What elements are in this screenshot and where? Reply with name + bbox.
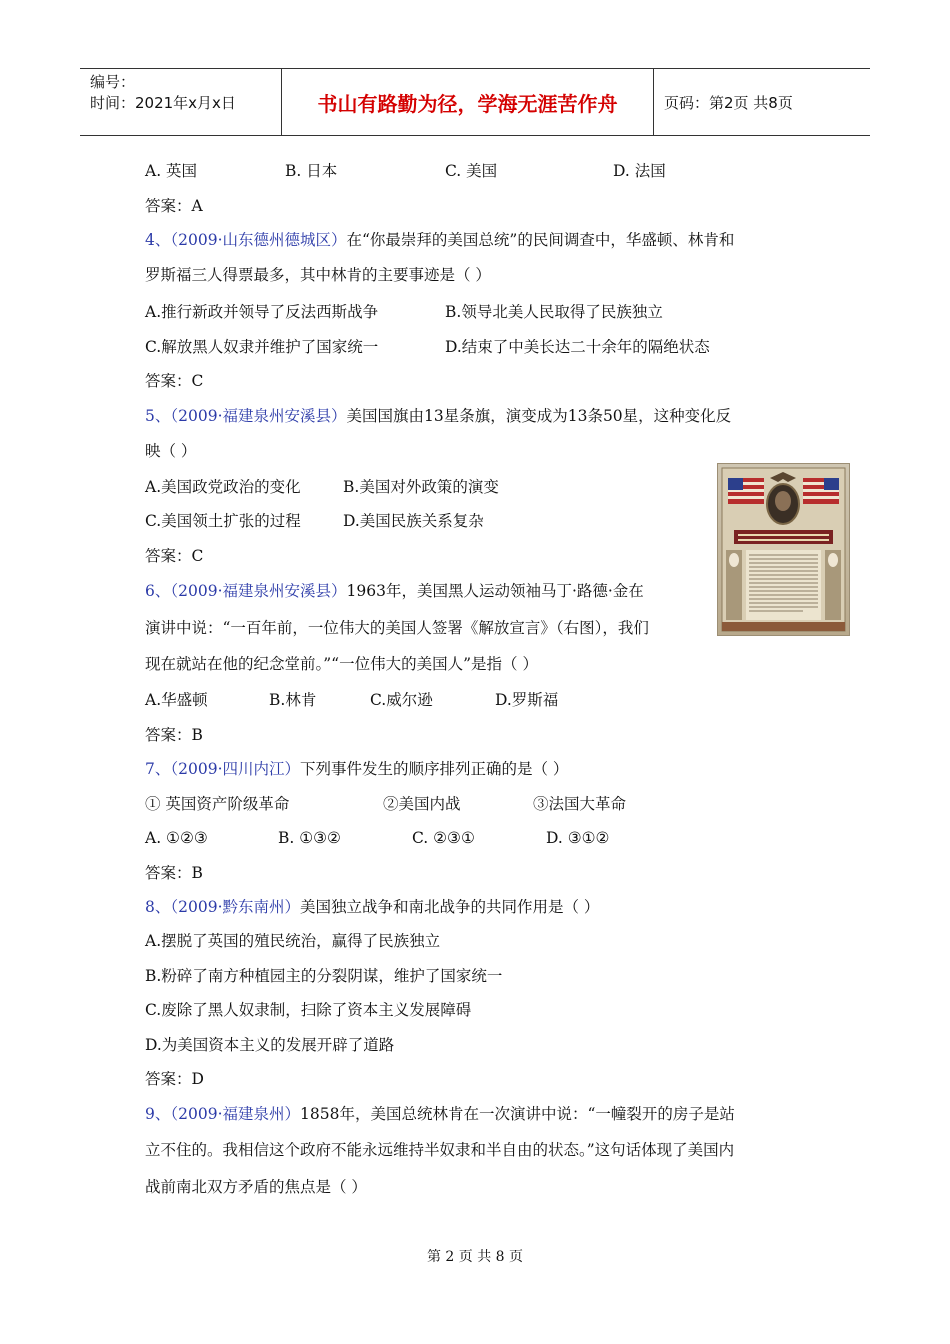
q5-number: 5、 [145,407,171,425]
q9-stem-line3: 战前南北双方矛盾的焦点是（ ） [145,1178,367,1196]
option-d: D.结束了中美长达二十余年的隔绝状态 [445,338,710,356]
q5-stem-line2: 映（ ） [145,442,197,460]
option-d: D. 法国 [613,162,666,180]
option-b: B. 日本 [285,162,338,180]
q9-stem-line2: 立不住的。我相信这个政府不能永远维持半奴隶和半自由的状态。”这句话体现了美国内 [145,1141,735,1159]
q8-option-a: A.摆脱了英国的殖民统治，赢得了民族独立 [145,932,441,950]
number-label: 编号： [90,73,136,91]
option-d: D. ③①② [546,829,610,847]
option-c: C.威尔逊 [370,691,433,709]
q8-number: 8、 [145,898,171,916]
q5-source: （2009·福建泉州安溪县） [170,407,347,425]
option-a: A.华盛顿 [145,691,208,709]
q8-text: 美国独立战争和南北战争的共同作用是（ ） [300,898,600,916]
q4-text: 在“你最崇拜的美国总统”的民间调查中，华盛顿、林肯和 [346,231,735,249]
q4-stem-line2: 罗斯福三人得票最多，其中林肯的主要事迹是（ ） [145,266,491,284]
option-a: A.推行新政并领导了反法西斯战争 [145,303,379,321]
event-3: ③法国大革命 [533,795,627,813]
q8-answer: 答案：D [145,1070,204,1088]
q8-option-d: D.为美国资本主义的发展开辟了道路 [145,1036,395,1054]
q8-option-c: C.废除了黑人奴隶制，扫除了资本主义发展障碍 [145,1001,472,1019]
q6-stem-line2: 演讲中说：“一百年前，一位伟大的美国人签署《解放宣言》（右图），我们 [145,619,649,637]
q7-number: 7、 [145,760,171,778]
option-d: D.罗斯福 [495,691,559,709]
q6-stem-line3: 现在就站在他的纪念堂前。”“一位伟大的美国人”是指（ ） [145,655,538,673]
q5-text: 美国国旗由13星条旗，演变成为13条50星，这种变化反 [346,407,732,425]
q7-source: （2009·四川内江） [170,760,300,778]
event-2: ②美国内战 [383,795,461,813]
option-c: C.解放黑人奴隶并维护了国家统一 [145,338,379,356]
q9-stem-line1 [145,1104,735,1124]
page-footer: 第 2 页 共 8 页 [426,1249,524,1265]
option-c: C. ②③① [412,829,475,847]
option-c: C.美国领土扩张的过程 [145,512,301,530]
header-motto: 书山有路勤为径，学海无涯苦作舟 [282,69,654,135]
option-a: A. 英国 [145,162,198,180]
q3-answer: 答案：A [145,197,203,215]
option-c: C. 美国 [445,162,498,180]
q7-events [145,794,626,814]
q5-options-row2 [145,511,484,531]
event-1: ① 英国资产阶级革命 [145,795,290,813]
q4-options-row1 [145,302,663,322]
q4-stem-line1 [145,230,734,250]
q9-number: 9、 [145,1105,171,1123]
time-label: 时间：2021年x月x日 [90,94,236,112]
option-d: D.美国民族关系复杂 [343,512,484,530]
q7-stem-line1 [145,759,568,779]
q6-source: （2009·福建泉州安溪县） [170,582,347,600]
q5-answer: 答案：C [145,547,204,565]
q6-number: 6、 [145,582,171,600]
option-b: B.领导北美人民取得了民族独立 [445,303,663,321]
q6-answer: 答案：B [145,726,203,744]
header-meta [80,69,282,135]
q8-source: （2009·黔东南州） [170,898,300,916]
q7-answer: 答案：B [145,864,203,882]
header-page-info: 页码：第2页 共8页 [664,93,793,112]
q4-options-row2 [145,337,710,357]
q3-options [145,161,666,181]
q7-options [145,828,609,848]
q6-text: 1963年，美国黑人运动领袖马丁·路德·金在 [346,582,644,600]
q4-source: （2009·山东德州德城区） [170,231,347,249]
proclamation-illustration [718,464,849,635]
option-b: B. ①③② [278,829,341,847]
q6-options [145,690,558,710]
q5-options-row1 [145,477,499,497]
q5-stem-line1 [145,406,731,426]
page-header [80,68,870,136]
q4-answer: 答案：C [145,372,204,390]
q9-text: 1858年，美国总统林肯在一次演讲中说：“一幢裂开的房子是站 [300,1105,735,1123]
option-a: A.美国政党政治的变化 [145,478,301,496]
option-b: B.林肯 [269,691,317,709]
option-b: B.美国对外政策的演变 [343,478,499,496]
emancipation-proclamation-image [717,463,850,636]
q8-stem-line1 [145,897,599,917]
q4-number: 4、 [145,231,171,249]
option-a: A. ①②③ [145,829,208,847]
q9-source: （2009·福建泉州） [170,1105,300,1123]
q6-stem-line1 [145,581,644,601]
q8-option-b: B.粉碎了南方种植园主的分裂阴谋，维护了国家统一 [145,967,503,985]
q7-text: 下列事件发生的顺序排列正确的是（ ） [300,760,569,778]
